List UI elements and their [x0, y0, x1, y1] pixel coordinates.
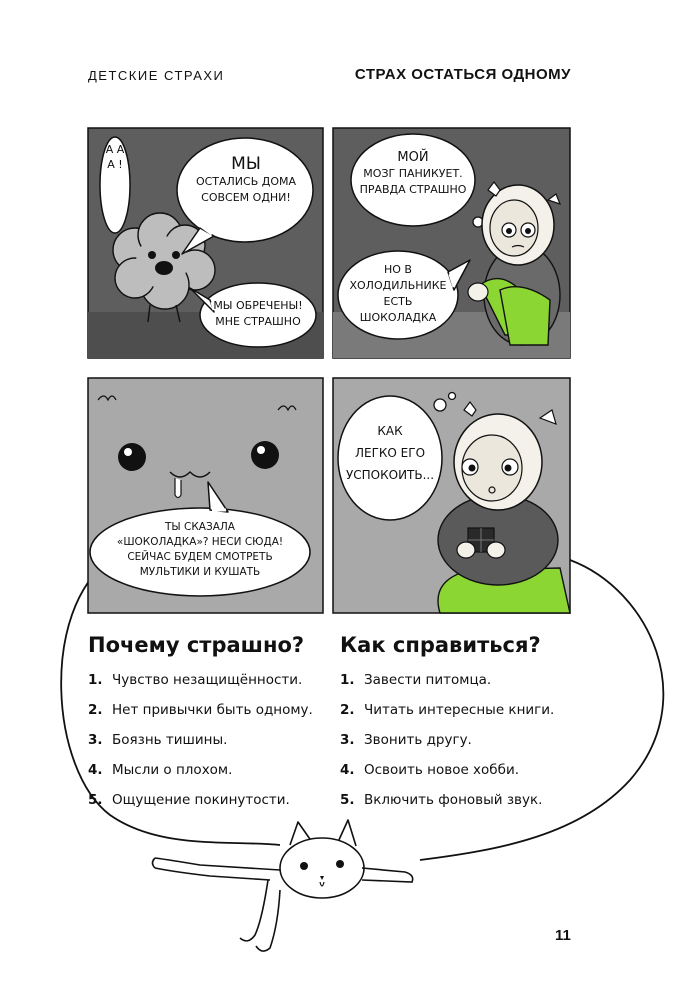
panel-4 [333, 378, 570, 613]
panel3-speech: ТЫ СКАЗАЛА «ШОКОЛАДКА»? НЕСИ СЮДА! СЕЙЧАС БУДЕМ СМОТРЕТЬ МУЛЬТИКИ И КУШАТЬ [116, 521, 284, 578]
why-scary-list [88, 665, 313, 815]
why-scary-title: Почему страшно? [88, 633, 305, 657]
list-item: 1. Чувство незащищённости. [88, 672, 303, 688]
panel1-speech-top: МЫ ОСТАЛИСЬ ДОМА СОВСЕМ ОДНИ! [195, 154, 297, 204]
section-header: ДЕТСКИЕ СТРАХИ [88, 68, 225, 83]
cat-illustration [153, 820, 413, 951]
list-item: 2. Нет привычки быть одному. [88, 702, 313, 718]
panel4-thought: КАК ЛЕГКО ЕГО УСПОКОИТЬ... [345, 424, 435, 482]
list-item: 4. Освоить новое хобби. [340, 762, 520, 778]
panel2-thought: МОЙ МОЗГ ПАНИКУЕТ. ПРАВДА СТРАШНО [359, 150, 467, 196]
list-item: 2. Читать интересные книги. [340, 702, 555, 718]
list-item: 5. Ощущение покинутости. [88, 792, 290, 808]
list-item: 3. Звонить другу. [340, 732, 472, 748]
page-number: 11 [555, 927, 571, 944]
list-item: 4. Мысли о плохом. [88, 762, 233, 778]
panel1-speech-bottom: МЫ ОБРЕЧЕНЫ! МНЕ СТРАШНО [213, 299, 303, 328]
scream-text: А А А ! [105, 143, 125, 171]
how-to-cope-title: Как справиться? [340, 633, 541, 657]
panel2-speech: НО В ХОЛОДИЛЬНИКЕ ЕСТЬ ШОКОЛАДКА [349, 263, 447, 324]
list-item: 1. Завести питомца. [340, 672, 492, 688]
how-to-cope-list [340, 665, 554, 815]
page-title: СТРАХ ОСТАТЬСЯ ОДНОМУ [354, 66, 571, 83]
list-item: 3. Боязнь тишины. [88, 732, 228, 748]
list-item: 5. Включить фоновый звук. [340, 792, 543, 808]
